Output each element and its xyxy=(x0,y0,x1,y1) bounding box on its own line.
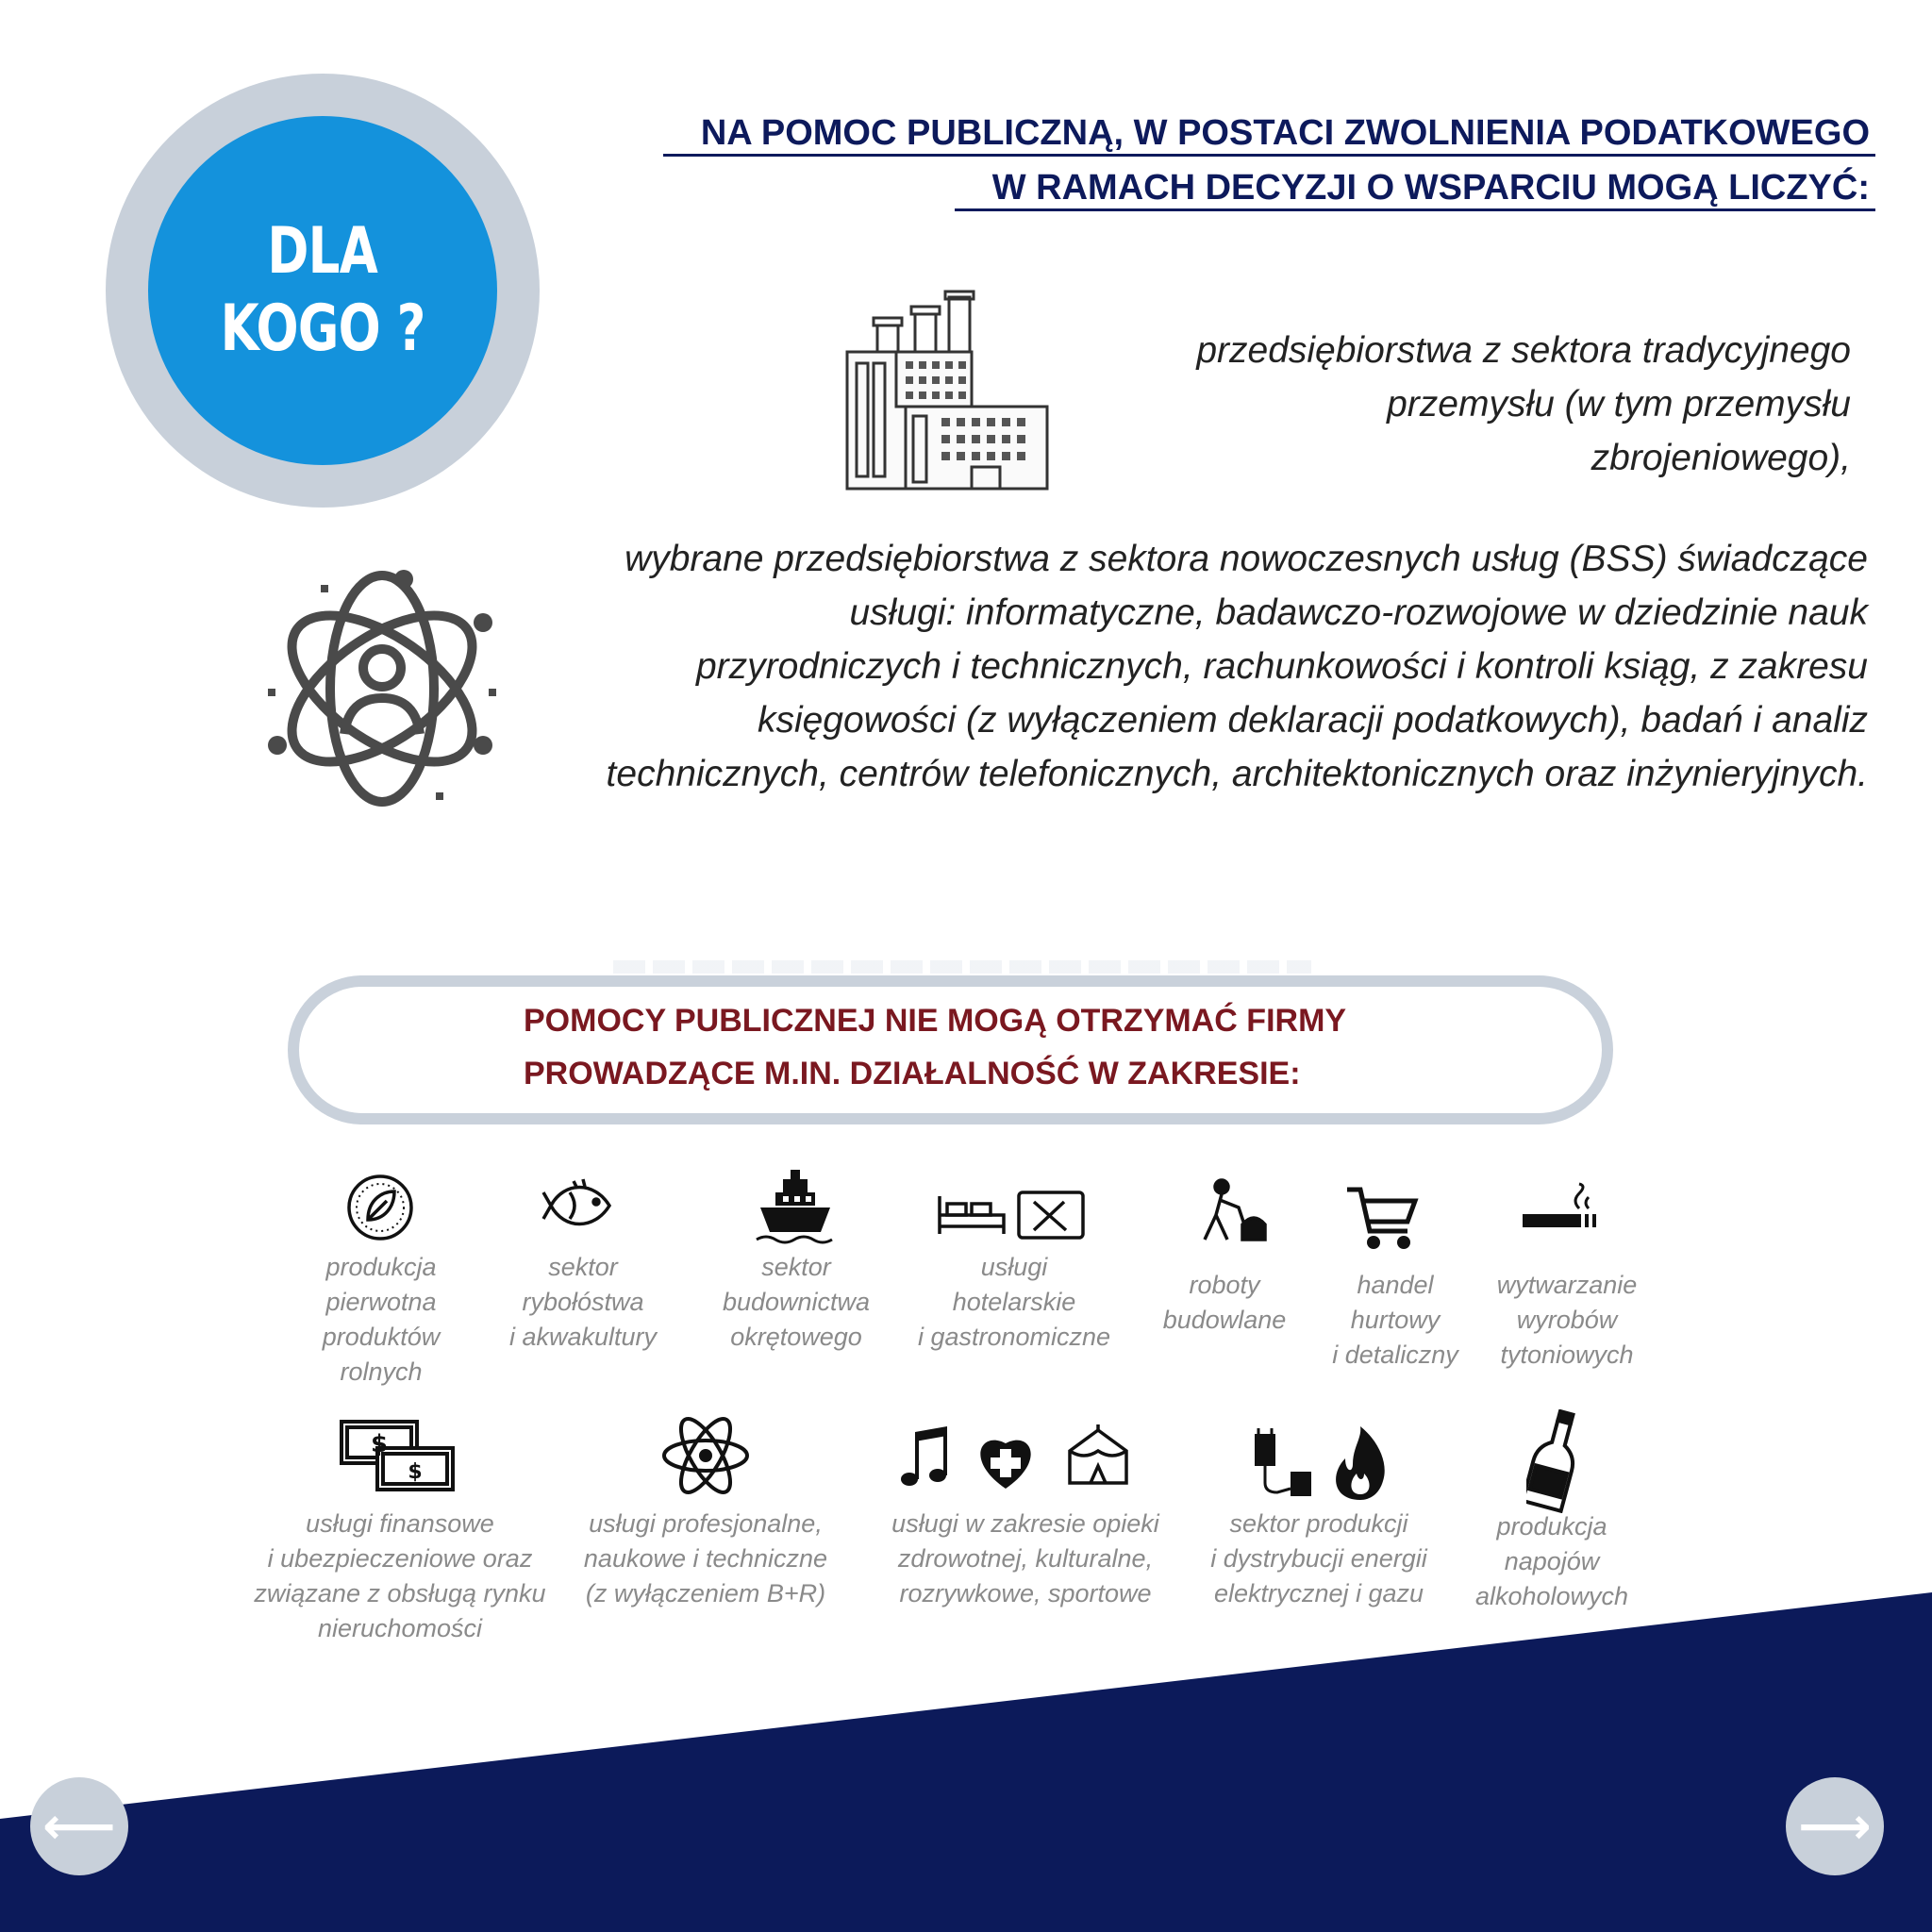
page-title-line-2: W RAMACH DECYZJI O WSPARCIU MOGĄ LICZYĆ: xyxy=(955,166,1875,209)
energy-gas-icon xyxy=(1251,1426,1392,1502)
sector-label-hotel-gastronomy: usługi hotelarskie i gastronomiczne xyxy=(917,1253,1111,1351)
banknotes-icon xyxy=(340,1420,457,1493)
sector-label-trade: handel hurtowy i detaliczny xyxy=(1332,1271,1458,1369)
fish-icon xyxy=(541,1175,621,1236)
header-circle xyxy=(148,116,497,465)
next-button[interactable] xyxy=(1786,1777,1884,1875)
bottle-icon xyxy=(1526,1409,1581,1513)
hotel-restaurant-icon xyxy=(936,1189,1087,1241)
sector-label-finance: usługi finansowe i ubezpieczeniowe oraz związane z obsługą rynku nieruchomości xyxy=(254,1509,546,1642)
sector-label-health-culture: usługi w zakresie opieki zdrowotnej, kulturalne, rozrywkowe, sportowe xyxy=(891,1509,1159,1607)
pill-shadow xyxy=(613,960,1311,974)
sector-label-construction: roboty budowlane xyxy=(1162,1271,1287,1334)
prev-button[interactable] xyxy=(30,1777,128,1875)
eligible-traditional-text: przedsiębiorstwa z sektora tradycyjnego przemysłu (w tym przemysłu zbrojeniowego), xyxy=(1196,330,1851,478)
arrow-right-icon: ⟶ xyxy=(1798,1796,1872,1856)
sector-label-professional: usługi profesjonalne, naukowe i techniczne (z wyłączeniem B+R) xyxy=(583,1509,828,1607)
sector-label-fishery: sektor rybołóstwa i akwakultury xyxy=(508,1253,658,1351)
leaf-icon xyxy=(345,1173,415,1242)
eligible-bss-text: wybrane przedsiębiorstwa z sektora nowoczesnych usług (BSS) świadczące usługi: informatyczne, badawczo-rozwojowe w dziedzinie nauk przyrodniczych i technicznych, rachunkowości i kontroli ksiąg, z zakresu księgowości (z wyłączeniem deklaracji podatkowych), badań i analiz technicznych, centrów telefonicznych, architektonicznych oraz inżynieryjnych. xyxy=(606,539,1868,794)
atom-person-icon xyxy=(264,566,500,811)
sector-label-energy: sektor produkcji i dystrybucji energii elektrycznej i gazu xyxy=(1210,1509,1427,1607)
excluded-heading-line-1: POMOCY PUBLICZNEJ NIE MOGĄ OTRZYMAĆ FIRMY xyxy=(524,1003,1347,1039)
svg-text:$: $ xyxy=(370,1430,389,1458)
cigarette-icon xyxy=(1521,1182,1598,1231)
shopping-cart-icon xyxy=(1345,1184,1419,1252)
excluded-heading-line-2: PROWADZĄCE M.IN. DZIAŁALNOŚĆ W ZAKRESIE: xyxy=(524,1056,1301,1091)
sector-label-shipbuilding: sektor budownictwa okrętowego xyxy=(722,1253,871,1351)
sector-label-tobacco: wytwarzanie wyrobów tytoniowych xyxy=(1496,1271,1638,1369)
ship-icon xyxy=(755,1166,836,1247)
arrow-left-icon: ⟵ xyxy=(42,1796,116,1856)
sector-label-alcohol: produkcja napojów alkoholowych xyxy=(1474,1512,1629,1610)
circle-line-1: DLA xyxy=(267,214,378,289)
construction-worker-icon xyxy=(1193,1177,1269,1243)
svg-text:$: $ xyxy=(408,1460,423,1484)
page-title-line-1: NA POMOC PUBLICZNĄ, W POSTACI ZWOLNIENIA PODATKOWEGO xyxy=(663,111,1875,155)
atom-icon xyxy=(660,1415,751,1496)
sector-label-agriculture: produkcja pierwotna produktów rolnych xyxy=(322,1253,441,1386)
music-health-tent-icon xyxy=(898,1423,1134,1494)
circle-line-2: KOGO ? xyxy=(220,291,425,366)
